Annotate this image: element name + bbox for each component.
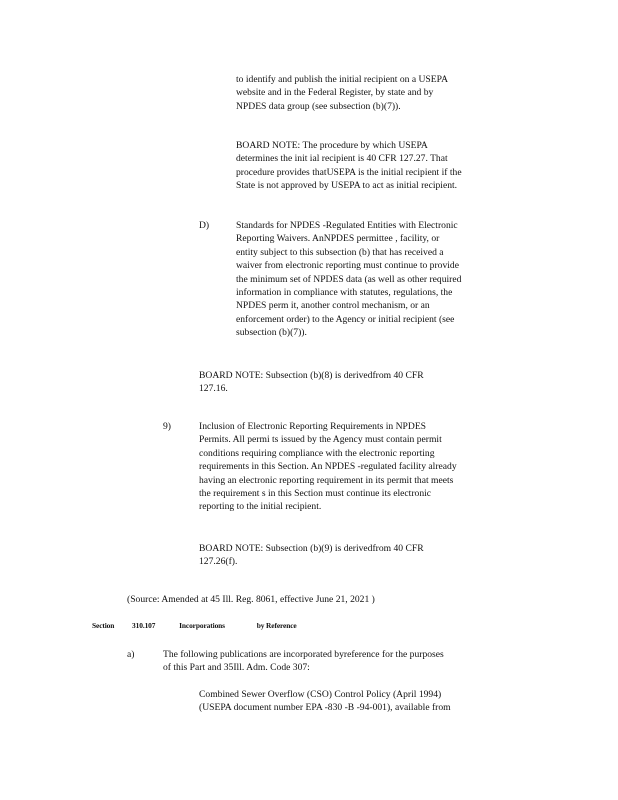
text-line: conditions requiring compliance with the electronic reporting bbox=[199, 447, 435, 459]
text-line: Combined Sewer Overflow (CSO) Control Policy (April 1994) bbox=[199, 689, 442, 700]
text-line: determines the init ial recipient is 40 CFR 127.27. That bbox=[236, 153, 448, 165]
section-heading bbox=[92, 621, 297, 630]
text-line: having an electronic reporting requirement in its permit that meets bbox=[199, 474, 454, 486]
board-note bbox=[199, 369, 424, 396]
text-line: 127.16. bbox=[199, 383, 228, 395]
text-line: Permits. All permi ts issued by the Agency must contain permit bbox=[199, 434, 442, 446]
item-d-text bbox=[236, 219, 461, 340]
item-label-d: D) bbox=[199, 220, 210, 231]
text-line: Standards for NPDES -Regulated Entities with Electronic bbox=[236, 220, 458, 231]
board-note bbox=[199, 542, 424, 569]
text-line: information in compliance with statutes, regulations, the bbox=[236, 287, 453, 299]
text-line: Inclusion of Electronic Reporting Requirements in NPDES bbox=[199, 421, 427, 432]
text-line: NPDES data group (see subsection (b)(7)). bbox=[236, 100, 401, 112]
text-line: of this Part and 35Ill. Adm. Code 307: bbox=[163, 662, 310, 674]
text-line: waiver from electronic reporting must continue to provide bbox=[236, 260, 459, 272]
item-label-a: a) bbox=[127, 649, 135, 660]
text-line: (USEPA document number EPA -830 -B -94-001), available from bbox=[199, 702, 451, 714]
text-line: NPDES perm it, another control mechanism, or an bbox=[236, 300, 430, 312]
text-line: BOARD NOTE: The procedure by which USEPA bbox=[236, 140, 428, 151]
board-note bbox=[236, 139, 462, 193]
text-line: State is not approved by USEPA to act as initial recipient. bbox=[236, 180, 458, 192]
text-line: website and in the Federal Register, by state and by bbox=[236, 87, 434, 99]
section-title-part: by Reference bbox=[256, 621, 297, 630]
text-line: the minimum set of NPDES data (as well as other required bbox=[236, 273, 462, 285]
text-line: entity subject to this subsection (b) that has received a bbox=[236, 246, 444, 258]
section-number: 310.107 bbox=[132, 621, 156, 630]
text-line: reporting to the initial recipient. bbox=[199, 501, 322, 513]
section-title-part: Incorporations bbox=[179, 621, 225, 630]
text-line: procedure provides thatUSEPA is the initial recipient if the bbox=[236, 166, 462, 178]
text-line: the requirement s in this Section must continue its electronic bbox=[199, 488, 432, 500]
item-9-text bbox=[199, 420, 457, 514]
text-line: BOARD NOTE: Subsection (b)(9) is derivedfrom 40 CFR bbox=[199, 543, 424, 554]
incorporated-publication bbox=[199, 688, 451, 715]
text-line: BOARD NOTE: Subsection (b)(8) is derivedfrom 40 CFR bbox=[199, 370, 424, 381]
paragraph-continuation bbox=[236, 73, 448, 113]
text-line: to identify and publish the initial recipient on a USEPA bbox=[236, 74, 449, 85]
text-line: 127.26(f). bbox=[199, 556, 238, 568]
text-line: Reporting Waivers. AnNPDES permittee , facility, or bbox=[236, 233, 440, 245]
item-a-text bbox=[163, 648, 444, 675]
text-line: The following publications are incorporated byreference for the purposes bbox=[163, 649, 444, 660]
text-line: requirements in this Section. An NPDES -regulated facility already bbox=[199, 461, 457, 473]
item-label-9: 9) bbox=[163, 421, 171, 432]
text-line: enforcement order) to the Agency or initial recipient (see bbox=[236, 313, 455, 325]
text-line: subsection (b)(7)). bbox=[236, 327, 307, 339]
source-note: (Source: Amended at 45 Ill. Reg. 8061, effective June 21, 2021 ) bbox=[127, 594, 375, 605]
section-word: Section bbox=[92, 621, 115, 630]
